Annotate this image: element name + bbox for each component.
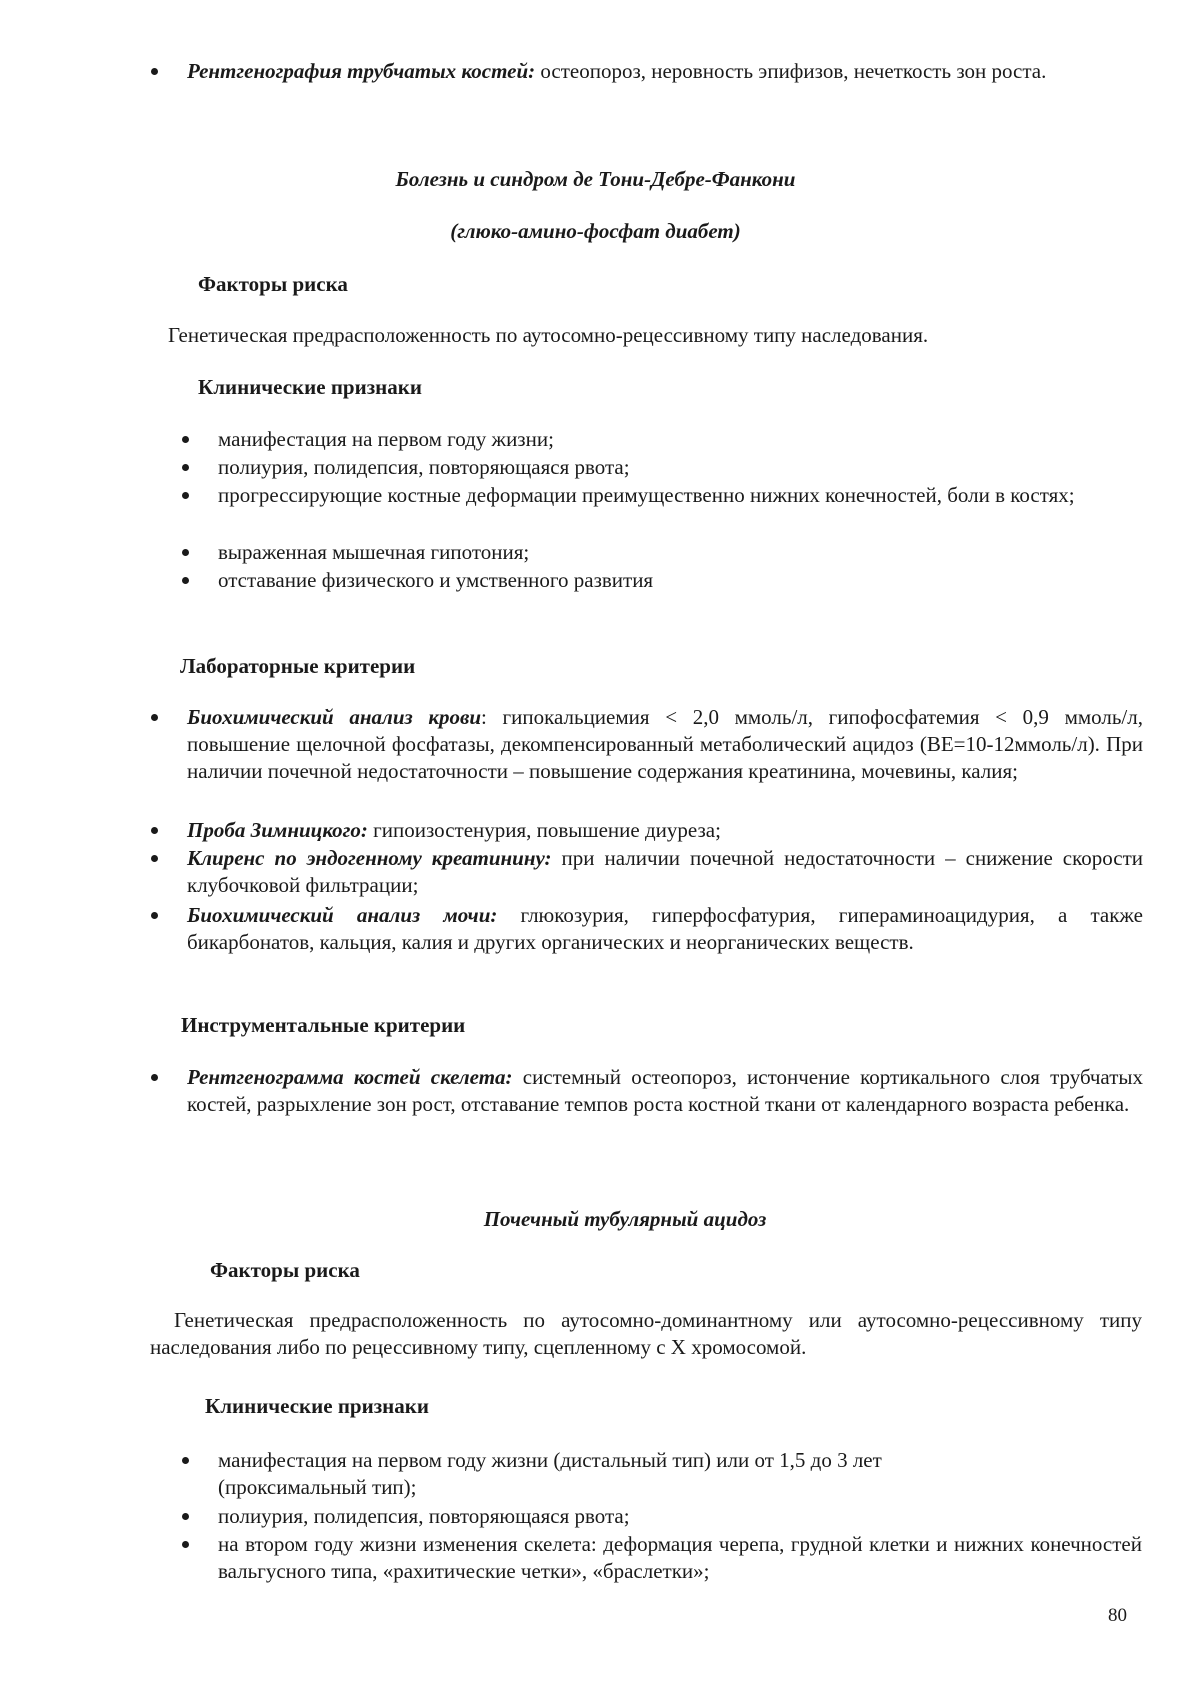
risk-text: Генетическая предрасположенность по аутосомно-рецессивному типу наследования. bbox=[168, 323, 929, 347]
list-item bbox=[182, 426, 1142, 453]
list-item bbox=[182, 454, 1142, 481]
clinical-heading: Клинические признаки bbox=[205, 1394, 429, 1418]
bullet-icon bbox=[151, 68, 158, 75]
bullet-icon bbox=[151, 1074, 158, 1081]
instrumental-heading: Инструментальные критерии bbox=[181, 1013, 466, 1037]
bullet-icon bbox=[182, 436, 189, 443]
list-item bbox=[151, 58, 1101, 118]
list-item bbox=[151, 845, 1143, 899]
item-text: глюкозурия, гиперфосфатурия, гипераминоацидурия, а также бикарбонатов, кальция, калия и других органических и неорганических веществ. bbox=[187, 903, 1143, 954]
item-text: при наличии почечной недостаточности – снижение скорости клубочковой фильтрации; bbox=[187, 846, 1143, 897]
item-label: Рентгенография трубчатых костей: bbox=[187, 59, 536, 83]
section-title: Болезнь и синдром де Тони-Дебре-Фанкони bbox=[395, 167, 796, 191]
list-item bbox=[182, 1531, 1142, 1585]
list-item bbox=[151, 704, 1143, 814]
bullet-icon bbox=[182, 492, 189, 499]
bullet-icon bbox=[151, 912, 158, 919]
lab-heading: Лабораторные критерии bbox=[180, 654, 416, 678]
item-text: отставание физического и умственного развития bbox=[218, 568, 654, 592]
bullet-icon bbox=[182, 464, 189, 471]
risk-heading: Факторы риска bbox=[210, 1258, 360, 1282]
list-item bbox=[182, 539, 1142, 566]
bullet-icon bbox=[182, 549, 189, 556]
list-item bbox=[182, 482, 1142, 536]
list-item bbox=[151, 817, 1143, 844]
bullet-icon bbox=[182, 1541, 189, 1548]
item-label: Биохимический анализ мочи: bbox=[187, 903, 498, 927]
item-text: полиурия, полидепсия, повторяющаяся рвота; bbox=[218, 455, 630, 479]
list-item bbox=[151, 902, 1143, 956]
item-text: гипоизостенурия, повышение диуреза; bbox=[367, 818, 721, 842]
bullet-icon bbox=[151, 855, 158, 862]
section-title: Почечный тубулярный ацидоз bbox=[483, 1207, 767, 1231]
clinical-heading: Клинические признаки bbox=[198, 375, 422, 399]
list-item bbox=[151, 1064, 1143, 1146]
item-text: : гипокальциемия < 2,0 ммоль/л, гипофосфатемия < 0,9 ммоль/л, повышение щелочной фосфатазы, декомпенсированный метаболический ацидоз (ВЕ=10-12ммоль/л). При наличии почечной недостаточности – повышение содержания креатинина, мочевины, калия; bbox=[187, 705, 1143, 783]
risk-heading: Факторы риска bbox=[198, 272, 348, 296]
item-text: манифестация на первом году жизни (дистальный тип) или от 1,5 до 3 лет (проксимальный тип); bbox=[218, 1448, 882, 1499]
item-label: Проба Зимницкого: bbox=[187, 818, 368, 842]
item-text: системный остеопороз, истончение кортикального слоя трубчатых костей, разрыхление зон рост, отставание темпов роста костной ткани от календарного возраста ребенка. bbox=[187, 1065, 1143, 1116]
item-label: Клиренс по эндогенному креатинину: bbox=[187, 846, 552, 870]
item-text: полиурия, полидепсия, повторяющаяся рвота; bbox=[218, 1504, 630, 1528]
item-text: выраженная мышечная гипотония; bbox=[218, 540, 530, 564]
bullet-icon bbox=[182, 1513, 189, 1520]
bullet-icon bbox=[151, 827, 158, 834]
list-item bbox=[182, 1447, 1142, 1501]
page-number: 80 bbox=[1108, 1605, 1127, 1626]
item-text: остеопороз, неровность эпифизов, нечеткость зон роста. bbox=[535, 59, 1047, 83]
list-item bbox=[182, 567, 1142, 594]
bullet-icon bbox=[182, 577, 189, 584]
list-item bbox=[182, 1503, 1142, 1530]
item-text: манифестация на первом году жизни; bbox=[218, 427, 554, 451]
risk-text: Генетическая предрасположенность по аутосомно-доминантному или аутосомно-рецессивному типу наследования либо по рецессивному типу, сцепленному с Х хромосомой. bbox=[150, 1308, 1142, 1359]
item-label: Рентгенограмма костей скелета: bbox=[187, 1065, 513, 1089]
item-label: Биохимический анализ крови bbox=[187, 705, 482, 729]
section-subtitle: (глюко-амино-фосфат диабет) bbox=[450, 219, 741, 243]
bullet-icon bbox=[151, 714, 158, 721]
bullet-icon bbox=[182, 1457, 189, 1464]
item-text: прогрессирующие костные деформации преимущественно нижних конечностей, боли в костях; bbox=[218, 483, 1075, 507]
item-text: на втором году жизни изменения скелета: деформация черепа, грудной клетки и нижних конечностей вальгусного типа, «рахитические четки», «браслетки»; bbox=[218, 1532, 1142, 1583]
